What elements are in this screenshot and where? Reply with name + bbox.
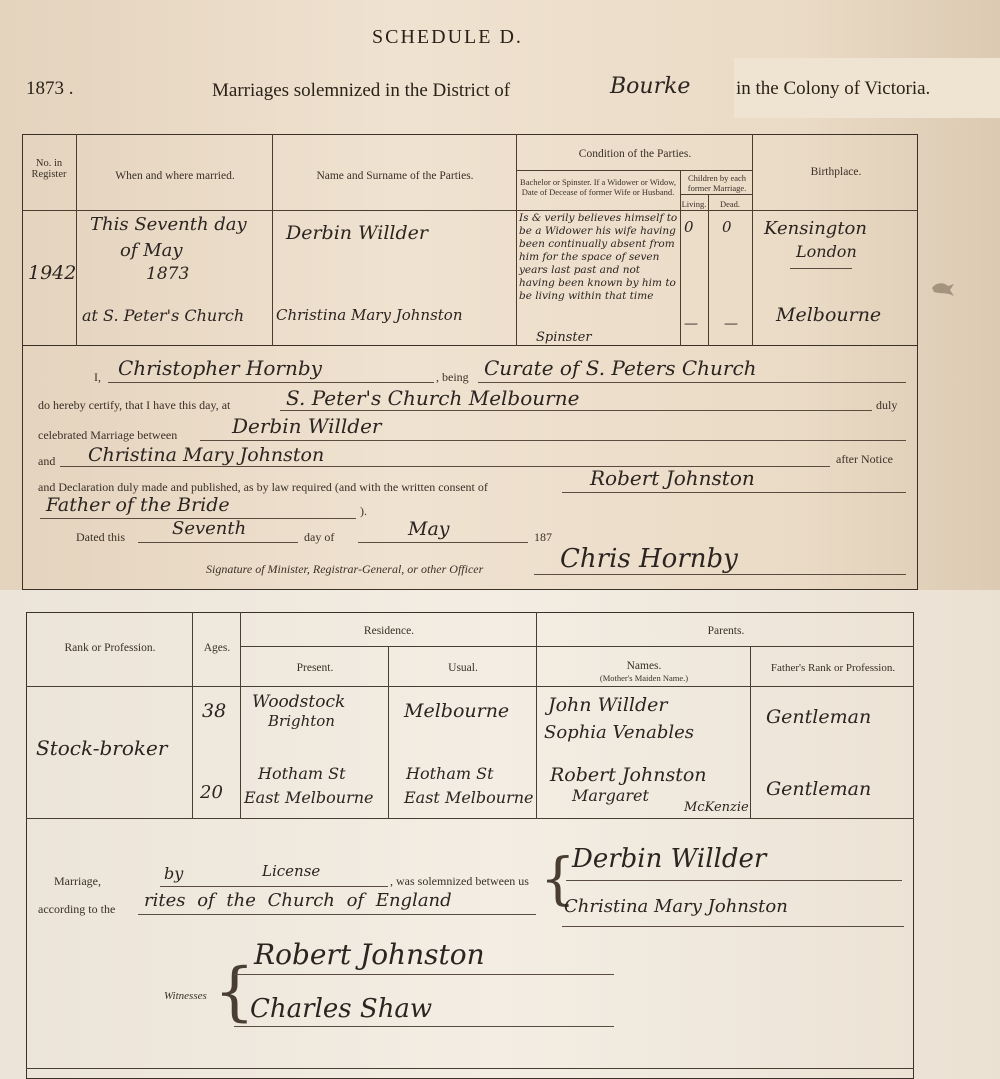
marriage-place: S. Peter's Church Melbourne (286, 386, 580, 410)
cert-certify: do hereby certify, that I have this day, at (38, 398, 231, 412)
witness-1-signature: Robert Johnston (254, 938, 485, 971)
where-married: at S. Peter's Church (82, 306, 245, 325)
groom-usual: Melbourne (404, 700, 510, 722)
header-when-where: When and where married. (115, 170, 235, 182)
cert-celebrated: celebrated Marriage between (38, 428, 178, 442)
header-ages: Ages. (203, 642, 231, 654)
groom-birthplace-1: Kensington (764, 218, 867, 239)
bride-father: Robert Johnston (550, 764, 707, 786)
sol-by: by (164, 864, 184, 883)
bride-mother-1: Margaret (572, 786, 649, 805)
cert-close-paren: ). (360, 504, 367, 518)
signature-label: Signature of Minister, Registrar-General, or other Officer (206, 562, 484, 576)
sol-witnesses: Witnesses (164, 990, 207, 1002)
minister-signature: Chris Hornby (560, 544, 738, 574)
bride-present-2: East Melbourne (244, 788, 374, 807)
header-living: Living. (681, 199, 707, 209)
consent-name: Robert Johnston (590, 466, 755, 490)
sol-solemnized: , was solemnized between us (390, 874, 529, 888)
cert-day-of: day of (304, 530, 335, 544)
header-condition: Condition of the Parties. (578, 148, 692, 160)
cert-dated-this: Dated this (76, 530, 125, 544)
groom-present-2: Brighton (268, 712, 335, 730)
groom-children-living: 0 (684, 218, 694, 236)
header-maiden-name: (Mother's Maiden Name.) (599, 673, 689, 683)
register-year: 1873 . (26, 78, 74, 99)
header-father-rank: Father's Rank or Profession. (770, 662, 896, 674)
particulars-table (26, 612, 914, 1079)
header-register-no: No. in Register (31, 158, 67, 180)
cert-being: , being (436, 370, 469, 384)
cert-groom: Derbin Willder (232, 414, 382, 438)
minister-name: Christopher Hornby (118, 356, 322, 380)
groom-mother: Sophia Venables (544, 722, 694, 743)
district-name: Bourke (610, 74, 691, 99)
bride-father-rank: Gentleman (766, 778, 872, 800)
groom-condition: Is & verily believes himself to be a Widower his wife having been continually absent from him for the space of seven years last past and not having been known by him to be living within that time (519, 212, 678, 302)
cert-year: 187 (534, 530, 552, 544)
witness-2-signature: Charles Shaw (250, 994, 433, 1024)
cert-i: I, (94, 370, 101, 384)
bride-mother-2: McKenzie (684, 800, 749, 815)
groom-present-1: Woodstock (252, 692, 346, 712)
table-rule (22, 210, 918, 211)
groom-birthplace-2: London (796, 242, 857, 261)
brace-right: { (540, 847, 576, 912)
header-usual: Usual. (448, 662, 478, 674)
cert-month: May (408, 518, 450, 540)
cert-bride: Christina Mary Johnston (88, 444, 325, 466)
bride-signature: Christina Mary Johnston (564, 896, 788, 917)
groom-signature: Derbin Willder (572, 844, 767, 874)
bride-children-dead: — (724, 316, 738, 332)
bride-children-living: — (684, 316, 698, 332)
bride-name: Christina Mary Johnston (276, 306, 463, 324)
groom-father: John Willder (548, 694, 668, 716)
cert-duly: duly (876, 398, 898, 412)
cert-day: Seventh (172, 518, 247, 539)
header-bachelor: Bachelor or Spinster. If a Widower or Widow, Date of Decease of former Wife or Husband. (520, 177, 676, 197)
header-parent-names: Names. (626, 660, 662, 672)
schedule-title: SCHEDULE D. (372, 26, 523, 48)
minister-office: Curate of S. Peters Church (484, 356, 757, 380)
when-line-3: 1873 (146, 264, 190, 284)
groom-name: Derbin Willder (286, 222, 428, 244)
sol-marriage: Marriage, (54, 874, 101, 888)
cert-after-notice: after Notice (836, 452, 893, 466)
sol-rites: rites of the Church of England (144, 890, 452, 911)
header-parents: Parents. (707, 625, 745, 637)
groom-profession: Stock-broker (36, 736, 168, 760)
header-present: Present. (296, 662, 334, 674)
header-birthplace: Birthplace. (810, 166, 862, 178)
cert-declaration: and Declaration duly made and published, as by law required (and with the written consent of (38, 480, 488, 494)
groom-age: 38 (202, 700, 227, 722)
header-rank: Rank or Profession. (64, 642, 156, 654)
bride-birthplace: Melbourne (776, 304, 882, 326)
header-children: Children by each former Marriage. (687, 173, 747, 193)
bride-usual-1: Hotham St (406, 764, 494, 783)
header-names: Name and Surname of the Parties. (316, 170, 474, 182)
groom-father-rank: Gentleman (766, 706, 872, 728)
paper-stain (930, 280, 956, 298)
register-number: 1942 (28, 262, 77, 284)
title-suffix: in the Colony of Victoria. (736, 78, 931, 99)
groom-children-dead: 0 (722, 218, 732, 236)
sol-license: License (262, 862, 321, 880)
when-line-1: This Seventh day (90, 214, 247, 235)
title-prefix: Marriages solemnized in the District of (212, 80, 511, 101)
bride-usual-2: East Melbourne (404, 788, 534, 807)
header-dead: Dead. (719, 199, 741, 209)
cert-and: and (38, 454, 56, 468)
when-line-2: of May (120, 240, 183, 261)
brace-witnesses: { (214, 955, 255, 1029)
bride-condition: Spinster (536, 330, 592, 345)
bride-age: 20 (200, 782, 223, 803)
sol-according: according to the (38, 902, 116, 916)
consent-role: Father of the Bride (46, 494, 230, 516)
bride-present-1: Hotham St (258, 764, 346, 783)
header-residence: Residence. (363, 625, 415, 637)
